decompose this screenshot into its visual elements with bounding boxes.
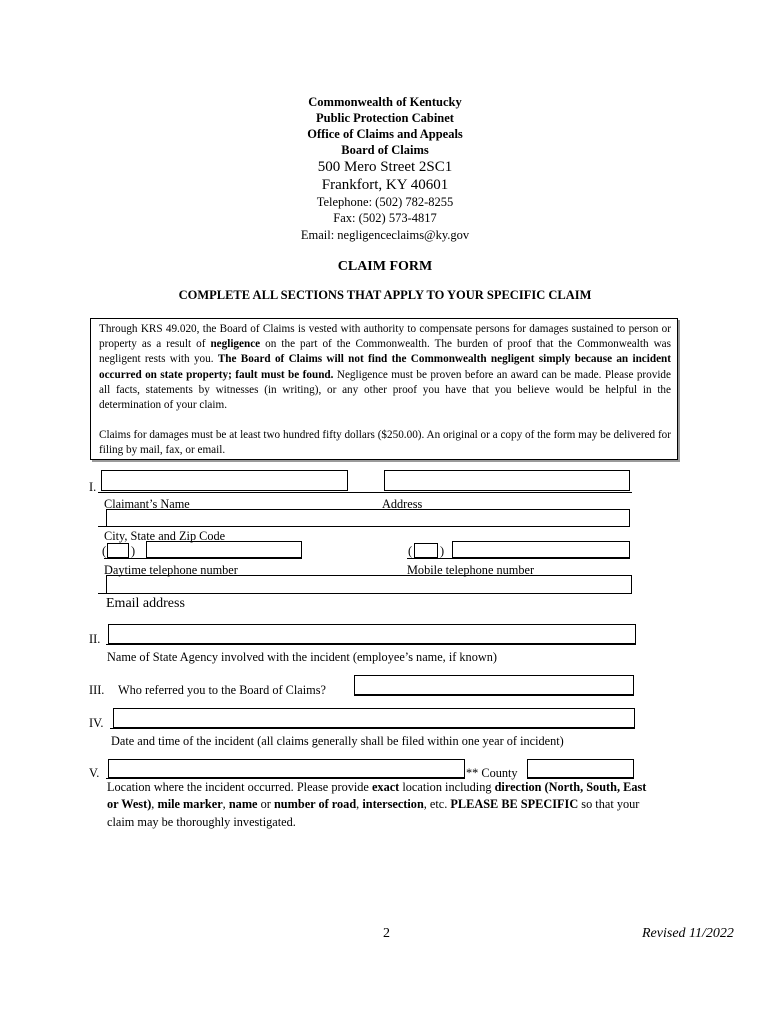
mobile-paren-close: )	[440, 544, 445, 558]
section-1-number: I.	[89, 480, 97, 494]
claimant-name-input[interactable]	[101, 470, 348, 491]
daytime-phone-input[interactable]	[146, 541, 302, 558]
mobile-phone-label: Mobile telephone number	[407, 563, 535, 577]
mobile-underline	[407, 558, 630, 559]
mobile-phone-input[interactable]	[452, 541, 630, 558]
form-title: CLAIM FORM	[337, 259, 433, 274]
notice-paragraph-2: Claims for damages must be at least two hundred fifty dollars ($250.00). An original or a copy of the form may be delivered for filing by mail, fax, or email.	[99, 429, 671, 457]
section-5-number: V.	[89, 766, 100, 780]
city-state-zip-input[interactable]	[106, 509, 630, 527]
location-instructions: Location where the incident occurred. Please provide exact location including direction (North, South, East or West), mile marker, name or number of road, intersection, etc. PLEASE BE SPECIFIC so that your claim may be thoroughly investigated.	[107, 780, 647, 829]
page-number: 2	[383, 926, 390, 941]
mobile-area-code-input[interactable]	[414, 543, 438, 558]
daytime-area-code-input[interactable]	[107, 543, 129, 558]
section-2-underline	[106, 644, 636, 645]
mobile-paren-open: (	[408, 544, 413, 558]
header-office: Office of Claims and Appeals	[307, 127, 463, 141]
address-label: Address	[382, 497, 423, 511]
incident-datetime-input[interactable]	[113, 708, 635, 728]
section-3-number: III.	[89, 683, 105, 697]
header-telephone: Telephone: (502) 782-8255	[316, 195, 454, 209]
section-4-underline	[110, 728, 635, 729]
city-state-zip-label: City, State and Zip Code	[104, 529, 226, 543]
daytime-phone-label: Daytime telephone number	[104, 563, 238, 577]
incident-location-input[interactable]	[108, 759, 465, 778]
header-commonwealth: Commonwealth of Kentucky	[308, 95, 462, 109]
state-agency-input[interactable]	[108, 624, 636, 644]
notice-paragraph-1: Through KRS 49.020, the Board of Claims is vested with authority to compensate persons for damages sustained to person or property as a result of negligence on the part of the Commonwealth. The burden of proof that the Commonwealth was negligent rests with you. The Board of Claims will not find the Commonwealth negligent simply because an incident occurred on state property; fault must be found. Negligence must be proven before an award can be made. Please provide all facts, statements by witnesses (in writing), or any other proof you have that you believe would be helpful in the determination of your claim.	[99, 323, 672, 412]
claimant-name-label: Claimant’s Name	[104, 497, 190, 511]
referral-input[interactable]	[354, 675, 634, 695]
section-4-number: IV.	[89, 716, 104, 730]
form-instruction: COMPLETE ALL SECTIONS THAT APPLY TO YOUR SPECIFIC CLAIM	[178, 288, 592, 302]
address-input[interactable]	[384, 470, 630, 491]
header-fax: Fax: (502) 573-4817	[333, 211, 437, 225]
county-label: ** County	[466, 766, 518, 780]
email-label: Email address	[106, 596, 185, 611]
daytime-underline	[104, 558, 302, 559]
county-input[interactable]	[527, 759, 634, 778]
header-city: Frankfort, KY 40601	[321, 177, 449, 193]
daytime-paren-close: )	[131, 544, 136, 558]
section-1-underline	[98, 492, 632, 493]
referral-underline	[354, 695, 634, 696]
section-2-number: II.	[89, 632, 101, 646]
daytime-paren-open: (	[102, 544, 107, 558]
notice-box	[90, 318, 678, 460]
state-agency-label: Name of State Agency involved with the incident (employee’s name, if known)	[107, 650, 497, 664]
email-input[interactable]	[106, 575, 632, 594]
revision-date: Revised 11/2022	[642, 926, 734, 941]
header-street: 500 Mero Street 2SC1	[317, 159, 453, 175]
incident-datetime-label: Date and time of the incident (all claims generally shall be filed within one year of incident)	[111, 734, 564, 748]
header-board: Board of Claims	[341, 143, 429, 157]
header-email: Email: negligenceclaims@ky.gov	[300, 228, 470, 242]
referral-label: Who referred you to the Board of Claims?	[118, 683, 326, 697]
header-cabinet: Public Protection Cabinet	[316, 111, 454, 125]
